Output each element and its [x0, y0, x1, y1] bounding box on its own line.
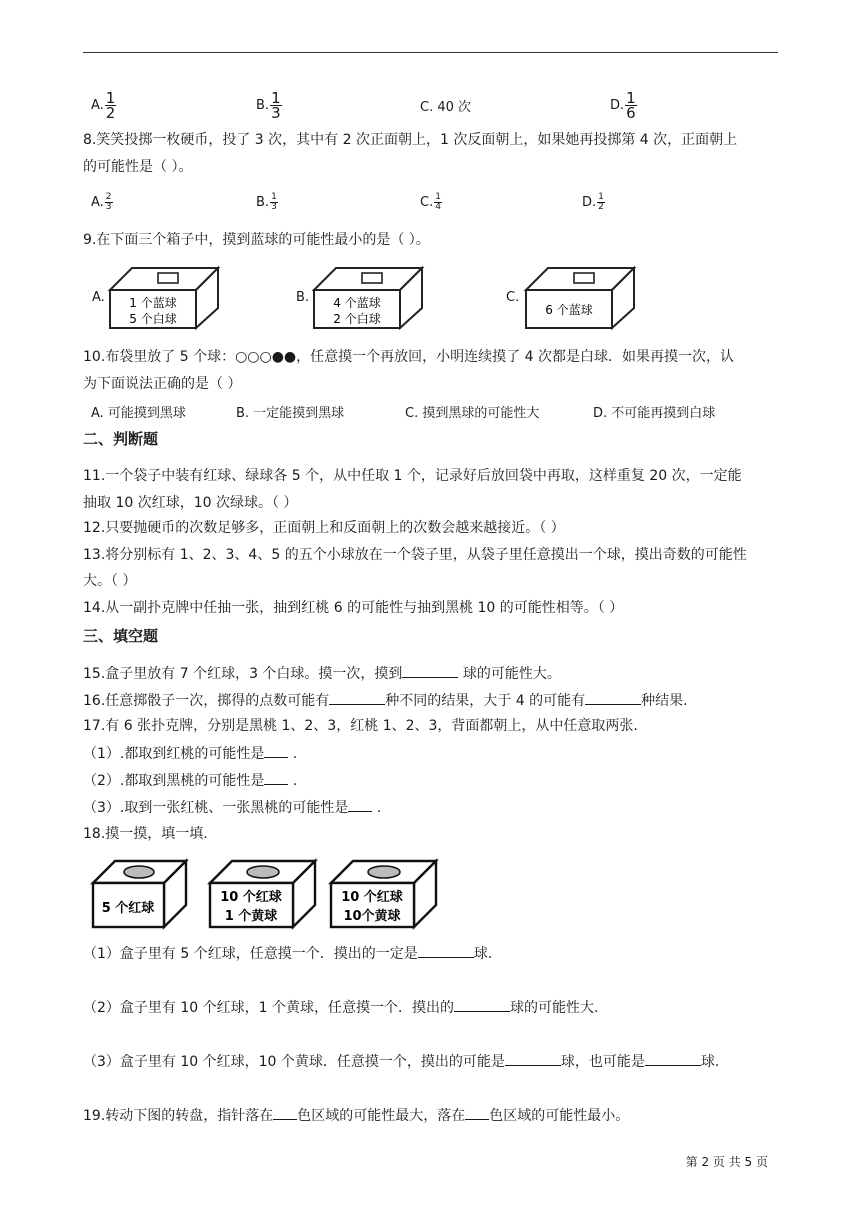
q8-line1: 8.笑笑投掷一枚硬币，投了 3 次，其中有 2 次正面朝上，1 次反面朝上，如果她再投掷第 4 次，正面朝上 [83, 132, 738, 148]
q18-box-1-line1: 5 个红球 [101, 901, 155, 916]
q11-line1: 11.一个袋子中装有红球、绿球各 5 个，从中任取 1 个，记录好后放回袋中再取，这样重复 20 次，一定能 [83, 468, 742, 484]
q17-text: 17.有 6 张扑克牌，分别是黑桃 1、2、3，红桃 1、2、3，背面都朝上，从中任意取两张. [83, 718, 638, 734]
q17-sub2: （2）.都取到黑桃的可能性是 . [83, 770, 297, 791]
q18-box-3 [331, 861, 436, 927]
q19-blank-1[interactable] [273, 1105, 297, 1120]
q16-text: 16.任意掷骰子一次，掷得的点数可能有 种不同的结果，大于 4 的可能有 种结果. [83, 690, 688, 711]
q11-line2: 抽取 10 次红球，10 次绿球。（ ） [83, 495, 298, 511]
q18-text: 18.摸一摸，填一填. [83, 826, 208, 842]
q18-sub1: （1）盒子里有 5 个红球，任意摸一个．摸出的一定是 球. [83, 943, 492, 964]
q17-blank-2[interactable] [264, 770, 288, 785]
q10-line2: 为下面说法正确的是（ ） [83, 376, 242, 392]
q8-option-b: B. $\frac{1}{3}$ [256, 192, 277, 212]
q9-box-b-line2: 2 个白球 [333, 312, 381, 326]
q12-text: 12.只要抛硬币的次数足够多，正面朝上和反面朝上的次数会越来越接近。（ ） [83, 520, 565, 536]
q18-blank-1[interactable] [418, 943, 474, 958]
q10-option-c: C. 摸到黑球的可能性大 [405, 406, 540, 421]
q9-box-c [522, 264, 638, 330]
q15-blank[interactable] [402, 663, 458, 678]
q18-blank-2[interactable] [454, 997, 510, 1012]
q9-box-a-line2: 5 个白球 [129, 312, 177, 326]
q9-option-a-label: A. [92, 290, 105, 305]
q9-box-b [310, 264, 426, 330]
q16-blank-2[interactable] [585, 690, 641, 705]
q7-option-d: D. $\frac{1}{6}$ [610, 89, 636, 122]
q9-box-c-line1: 6 个蓝球 [545, 303, 593, 317]
q18-boxes [90, 858, 450, 930]
q17-sub3: （3）.取到一张红桃、一张黑桃的可能性是 . [83, 797, 381, 818]
q13-line2: 大。（ ） [83, 573, 137, 589]
q14-text: 14.从一副扑克牌中任抽一张，抽到红桃 6 的可能性与抽到黑桃 10 的可能性相等。（ ） [83, 600, 624, 616]
q15-text: 15.盒子里放有 7 个红球，3 个白球。摸一次，摸到 球的可能性大。 [83, 663, 561, 684]
q9-option-b-label: B. [296, 290, 310, 305]
page-footer: 第 2 页 共 5 页 [685, 1155, 768, 1169]
section-heading-judgement: 二、判断题 [83, 430, 159, 448]
q17-blank-1[interactable] [264, 743, 288, 758]
q13-line1: 13.将分别标有 1、2、3、4、5 的五个小球放在一个袋子里，从袋子里任意摸出一个球，摸出奇数的可能性 [83, 547, 747, 563]
q9-box-a [106, 264, 222, 330]
q18-blank-4[interactable] [645, 1051, 701, 1066]
q10-line1: 10.布袋里放了 5 个球：○○○●●，任意摸一个再放回，小明连续摸了 4 次都是白球．如果再摸一次，认 [83, 349, 734, 365]
q8-option-a: A. $\frac{2}{3}$ [91, 192, 112, 212]
q8-option-d: D. $\frac{1}{2}$ [582, 192, 604, 212]
header-rule [83, 52, 778, 53]
q9-box-b-line1: 4 个蓝球 [333, 296, 381, 310]
q10-option-a: A. 可能摸到黑球 [91, 406, 186, 421]
q18-box-3-line1: 10 个红球 [341, 890, 403, 905]
q18-box-2-line2: 1 个黄球 [224, 909, 278, 924]
section-heading-fill-blank: 三、填空题 [83, 627, 159, 645]
q10-option-b: B. 一定能摸到黑球 [236, 406, 345, 421]
q9-text: 9.在下面三个箱子中，摸到蓝球的可能性最小的是（ ）。 [83, 232, 430, 248]
q18-box-2-line1: 10 个红球 [220, 890, 282, 905]
q18-sub2: （2）盒子里有 10 个红球，1 个黄球，任意摸一个．摸出的 球的可能性大. [83, 997, 598, 1018]
q7-option-a: A. $\frac{1}{2}$ [91, 89, 116, 122]
q17-blank-3[interactable] [348, 797, 372, 812]
q9-box-a-line1: 1 个蓝球 [129, 296, 177, 310]
q9-option-c-label: C. [506, 290, 520, 305]
q19-blank-2[interactable] [465, 1105, 489, 1120]
q18-box-1 [93, 861, 186, 927]
q18-blank-3[interactable] [505, 1051, 561, 1066]
q18-box-2 [210, 861, 315, 927]
q16-blank-1[interactable] [329, 690, 385, 705]
q7-option-c: C. 40 次 [420, 100, 472, 115]
q17-sub1: （1）.都取到红桃的可能性是 . [83, 743, 297, 764]
q10-option-d: D. 不可能再摸到白球 [593, 406, 716, 421]
q18-box-3-line2: 10个黄球 [343, 909, 401, 924]
q19-text: 19.转动下图的转盘，指针落在 色区域的可能性最大，落在 色区域的可能性最小。 [83, 1105, 629, 1126]
q8-line2: 的可能性是（ ）。 [83, 159, 193, 175]
q8-option-c: C. $\frac{1}{4}$ [420, 192, 441, 212]
q18-sub3: （3）盒子里有 10 个红球，10 个黄球．任意摸一个，摸出的可能是 球，也可能是 球. [83, 1051, 719, 1072]
q7-option-b: B. $\frac{1}{3}$ [256, 89, 281, 122]
